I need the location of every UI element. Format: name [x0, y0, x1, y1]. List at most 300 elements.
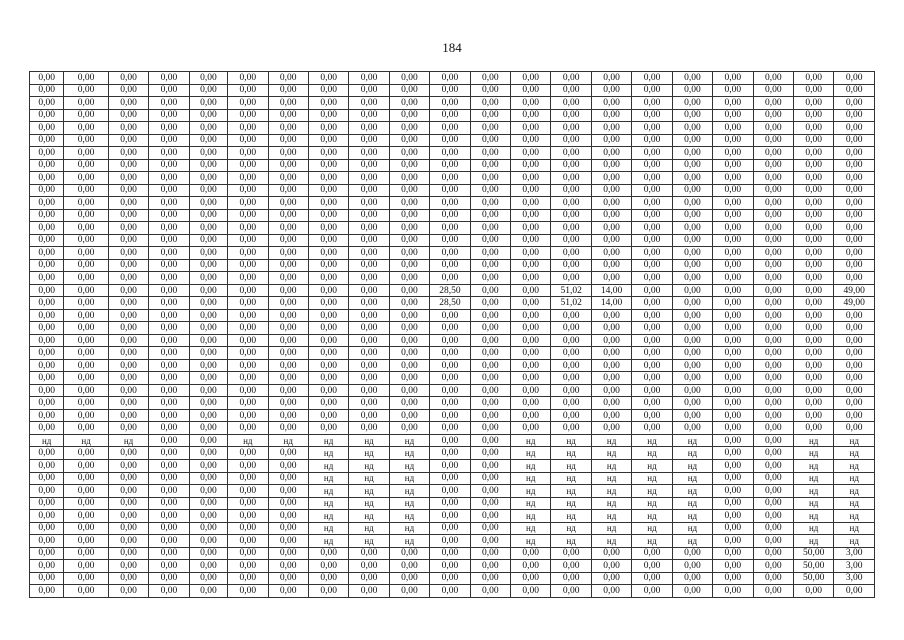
table-cell: 0,00: [30, 459, 64, 472]
table-cell: нд: [349, 472, 389, 485]
table-cell: 0,00: [108, 485, 148, 498]
table-cell: 0,00: [189, 197, 227, 210]
table-cell: нд: [511, 485, 551, 498]
table-cell: 0,00: [793, 172, 833, 185]
table-cell: 0,00: [713, 147, 753, 160]
table-cell: 0,00: [793, 284, 833, 297]
table-cell: 0,00: [672, 409, 712, 422]
table-cell: 0,00: [793, 259, 833, 272]
table-cell: нд: [591, 510, 631, 523]
table-cell: 0,00: [551, 322, 591, 335]
table-cell: 0,00: [753, 72, 793, 85]
table-cell: 0,00: [753, 272, 793, 285]
table-cell: 0,00: [430, 72, 470, 85]
table-cell: 0,00: [591, 234, 631, 247]
table-cell: 0,00: [753, 172, 793, 185]
table-cell: 0,00: [430, 109, 470, 122]
table-cell: 0,00: [470, 347, 510, 360]
table-cell: 0,00: [189, 122, 227, 135]
table-cell: 0,00: [108, 334, 148, 347]
table-cell: 0,00: [349, 247, 389, 260]
table-cell: нд: [632, 535, 672, 548]
table-cell: нд: [591, 522, 631, 535]
table-cell: 0,00: [228, 397, 268, 410]
table-cell: 0,00: [108, 184, 148, 197]
table-cell: 0,00: [189, 97, 227, 110]
table-cell: нд: [834, 485, 875, 498]
table-cell: 0,00: [108, 109, 148, 122]
table-cell: нд: [672, 434, 712, 447]
table-cell: 0,00: [308, 197, 348, 210]
table-cell: нд: [632, 472, 672, 485]
table-cell: 0,00: [30, 347, 64, 360]
table-cell: 0,00: [753, 384, 793, 397]
table-cell: 0,00: [389, 222, 429, 235]
table-cell: нд: [591, 434, 631, 447]
table-row: [30, 297, 875, 310]
table-cell: нд: [308, 447, 348, 460]
table-cell: 0,00: [632, 159, 672, 172]
table-cell: 0,00: [149, 247, 189, 260]
table-cell: 0,00: [551, 184, 591, 197]
table-row: [30, 510, 875, 523]
table-cell: 0,00: [64, 510, 108, 523]
table-cell: 0,00: [753, 234, 793, 247]
table-cell: 0,00: [834, 134, 875, 147]
table-cell: 0,00: [430, 459, 470, 472]
table-cell: 0,00: [189, 84, 227, 97]
table-cell: 0,00: [713, 472, 753, 485]
table-cell: 0,00: [108, 510, 148, 523]
table-cell: 0,00: [713, 384, 753, 397]
table-cell: 0,00: [511, 322, 551, 335]
table-cell: 0,00: [189, 384, 227, 397]
table-cell: 0,00: [228, 172, 268, 185]
table-cell: 0,00: [149, 409, 189, 422]
table-cell: 0,00: [268, 72, 308, 85]
table-cell: 0,00: [834, 122, 875, 135]
table-cell: нд: [793, 485, 833, 498]
table-cell: 0,00: [430, 209, 470, 222]
table-cell: 0,00: [349, 84, 389, 97]
table-row: [30, 347, 875, 360]
table-cell: 0,00: [189, 209, 227, 222]
table-cell: 0,00: [632, 547, 672, 560]
table-cell: 0,00: [189, 485, 227, 498]
table-cell: 0,00: [551, 347, 591, 360]
table-cell: 0,00: [470, 485, 510, 498]
table-cell: 0,00: [30, 359, 64, 372]
table-cell: 0,00: [189, 547, 227, 560]
table-cell: 0,00: [511, 259, 551, 272]
table-cell: 0,00: [308, 97, 348, 110]
table-cell: 0,00: [308, 322, 348, 335]
table-cell: нд: [389, 459, 429, 472]
table-cell: 0,00: [308, 284, 348, 297]
table-cell: 0,00: [268, 485, 308, 498]
table-cell: 0,00: [430, 347, 470, 360]
table-cell: 0,00: [189, 572, 227, 585]
table-cell: 0,00: [834, 384, 875, 397]
table-cell: 0,00: [189, 322, 227, 335]
table-cell: 0,00: [793, 372, 833, 385]
table-cell: 0,00: [430, 259, 470, 272]
table-cell: 0,00: [389, 547, 429, 560]
table-cell: 0,00: [591, 84, 631, 97]
table-cell: 0,00: [591, 247, 631, 260]
table-cell: 0,00: [511, 297, 551, 310]
table-cell: нд: [632, 434, 672, 447]
table-cell: 0,00: [551, 585, 591, 598]
table-cell: 0,00: [753, 472, 793, 485]
table-cell: 0,00: [591, 409, 631, 422]
table-cell: нд: [551, 535, 591, 548]
table-cell: 0,00: [632, 247, 672, 260]
table-row: [30, 547, 875, 560]
table-cell: 0,00: [591, 209, 631, 222]
table-row: [30, 147, 875, 160]
table-cell: 0,00: [551, 172, 591, 185]
table-cell: 0,00: [228, 334, 268, 347]
table-cell: 0,00: [64, 397, 108, 410]
table-cell: 0,00: [268, 384, 308, 397]
table-cell: 0,00: [308, 347, 348, 360]
table-cell: 0,00: [189, 397, 227, 410]
table-cell: 0,00: [470, 322, 510, 335]
table-cell: 0,00: [713, 172, 753, 185]
table-cell: 0,00: [511, 222, 551, 235]
table-cell: нд: [551, 459, 591, 472]
table-cell: 0,00: [753, 159, 793, 172]
table-cell: 0,00: [149, 272, 189, 285]
table-cell: 0,00: [753, 197, 793, 210]
table-cell: 0,00: [268, 247, 308, 260]
table-cell: 0,00: [713, 297, 753, 310]
table-cell: 0,00: [470, 497, 510, 510]
table-cell: 0,00: [149, 397, 189, 410]
table-cell: 0,00: [672, 397, 712, 410]
table-cell: 0,00: [64, 459, 108, 472]
table-cell: 0,00: [511, 547, 551, 560]
table-cell: 50,00: [793, 547, 833, 560]
table-cell: 0,00: [228, 459, 268, 472]
table-cell: нд: [108, 434, 148, 447]
table-cell: 0,00: [793, 334, 833, 347]
table-cell: 0,00: [349, 359, 389, 372]
table-cell: 0,00: [268, 297, 308, 310]
table-cell: 0,00: [149, 209, 189, 222]
table-cell: 0,00: [189, 347, 227, 360]
table-cell: нд: [591, 447, 631, 460]
table-cell: 0,00: [349, 384, 389, 397]
table-cell: 0,00: [228, 384, 268, 397]
table-cell: 0,00: [268, 522, 308, 535]
table-cell: 0,00: [30, 172, 64, 185]
table-cell: 0,00: [108, 359, 148, 372]
table-cell: нд: [672, 447, 712, 460]
table-cell: 0,00: [30, 272, 64, 285]
table-cell: 0,00: [149, 585, 189, 598]
table-cell: 0,00: [632, 372, 672, 385]
table-row: [30, 84, 875, 97]
table-cell: нд: [672, 472, 712, 485]
table-cell: 0,00: [793, 347, 833, 360]
table-cell: 0,00: [551, 97, 591, 110]
table-row: [30, 434, 875, 447]
table-cell: 0,00: [672, 585, 712, 598]
table-cell: 0,00: [551, 197, 591, 210]
table-cell: 0,00: [389, 159, 429, 172]
table-cell: 0,00: [713, 347, 753, 360]
table-cell: 0,00: [308, 359, 348, 372]
table-cell: 0,00: [753, 522, 793, 535]
table-cell: 0,00: [470, 472, 510, 485]
table-cell: 0,00: [349, 122, 389, 135]
table-cell: нд: [511, 510, 551, 523]
table-cell: 0,00: [389, 147, 429, 160]
table-cell: 0,00: [753, 334, 793, 347]
table-cell: 0,00: [349, 97, 389, 110]
table-cell: 0,00: [753, 560, 793, 573]
table-cell: 0,00: [149, 197, 189, 210]
table-cell: 0,00: [591, 309, 631, 322]
table-cell: 0,00: [389, 384, 429, 397]
table-cell: 0,00: [834, 409, 875, 422]
table-cell: 0,00: [430, 434, 470, 447]
data-table: [29, 71, 875, 598]
table-cell: 0,00: [591, 147, 631, 160]
table-cell: 0,00: [551, 147, 591, 160]
table-cell: 0,00: [430, 572, 470, 585]
table-cell: 0,00: [551, 247, 591, 260]
table-cell: 0,00: [30, 510, 64, 523]
table-cell: нд: [389, 535, 429, 548]
table-cell: 0,00: [64, 522, 108, 535]
table-cell: нд: [308, 485, 348, 498]
table-cell: 0,00: [713, 334, 753, 347]
table-cell: нд: [632, 485, 672, 498]
table-cell: 0,00: [632, 384, 672, 397]
table-cell: нд: [834, 459, 875, 472]
table-cell: 0,00: [268, 84, 308, 97]
table-cell: 0,00: [511, 309, 551, 322]
table-cell: 0,00: [189, 222, 227, 235]
table-cell: 0,00: [672, 197, 712, 210]
table-cell: 0,00: [672, 209, 712, 222]
table-cell: 0,00: [64, 322, 108, 335]
table-cell: 0,00: [64, 234, 108, 247]
table-cell: 0,00: [189, 522, 227, 535]
table-cell: 0,00: [30, 284, 64, 297]
table-cell: 0,00: [189, 234, 227, 247]
table-cell: 0,00: [632, 572, 672, 585]
table-cell: 0,00: [672, 247, 712, 260]
table-cell: 0,00: [713, 359, 753, 372]
table-cell: 0,00: [189, 409, 227, 422]
table-row: [30, 159, 875, 172]
table-cell: 0,00: [511, 184, 551, 197]
table-cell: 0,00: [793, 97, 833, 110]
table-cell: 0,00: [30, 397, 64, 410]
table-cell: 0,00: [551, 222, 591, 235]
table-cell: нд: [349, 535, 389, 548]
table-cell: 0,00: [268, 222, 308, 235]
table-cell: 0,00: [632, 259, 672, 272]
table-cell: 0,00: [149, 109, 189, 122]
table-cell: 0,00: [108, 209, 148, 222]
table-cell: 0,00: [30, 535, 64, 548]
table-cell: 0,00: [672, 222, 712, 235]
table-cell: 0,00: [189, 72, 227, 85]
table-cell: 0,00: [511, 84, 551, 97]
table-cell: 0,00: [189, 259, 227, 272]
table-cell: нд: [834, 472, 875, 485]
table-cell: 0,00: [308, 572, 348, 585]
table-row: [30, 197, 875, 210]
table-cell: 0,00: [793, 197, 833, 210]
table-cell: 0,00: [308, 147, 348, 160]
table-cell: 0,00: [308, 560, 348, 573]
table-cell: 0,00: [149, 459, 189, 472]
table-cell: нд: [511, 459, 551, 472]
table-cell: 0,00: [551, 372, 591, 385]
table-cell: 0,00: [672, 109, 712, 122]
table-cell: 0,00: [834, 397, 875, 410]
table-cell: 0,00: [511, 409, 551, 422]
table-cell: 0,00: [108, 197, 148, 210]
table-cell: 0,00: [108, 172, 148, 185]
table-cell: нд: [591, 472, 631, 485]
table-cell: нд: [389, 522, 429, 535]
table-cell: 0,00: [228, 547, 268, 560]
table-cell: 0,00: [308, 172, 348, 185]
table-cell: 0,00: [64, 384, 108, 397]
table-cell: 0,00: [511, 384, 551, 397]
table-cell: 0,00: [632, 72, 672, 85]
table-cell: 0,00: [30, 184, 64, 197]
table-cell: 0,00: [30, 497, 64, 510]
table-cell: 0,00: [753, 297, 793, 310]
table-body: [30, 72, 875, 598]
table-cell: 0,00: [551, 109, 591, 122]
table-cell: 0,00: [632, 147, 672, 160]
table-cell: 0,00: [30, 247, 64, 260]
table-cell: 0,00: [793, 122, 833, 135]
table-cell: 0,00: [30, 547, 64, 560]
table-cell: 0,00: [268, 422, 308, 435]
table-cell: нд: [228, 434, 268, 447]
table-cell: 0,00: [672, 284, 712, 297]
table-cell: 0,00: [511, 247, 551, 260]
table-cell: 0,00: [189, 134, 227, 147]
table-cell: 0,00: [108, 97, 148, 110]
table-cell: 0,00: [753, 459, 793, 472]
table-cell: 0,00: [713, 585, 753, 598]
table-cell: 0,00: [753, 510, 793, 523]
table-cell: нд: [30, 434, 64, 447]
table-cell: 0,00: [753, 447, 793, 460]
table-cell: нд: [511, 447, 551, 460]
table-cell: 0,00: [753, 209, 793, 222]
table-cell: 0,00: [108, 447, 148, 460]
table-cell: 0,00: [470, 159, 510, 172]
table-cell: 0,00: [632, 359, 672, 372]
table-cell: 0,00: [793, 384, 833, 397]
table-row: [30, 560, 875, 573]
table-cell: нд: [308, 497, 348, 510]
table-cell: 0,00: [389, 309, 429, 322]
table-cell: 0,00: [430, 234, 470, 247]
table-row: [30, 322, 875, 335]
table-cell: 0,00: [108, 272, 148, 285]
table-cell: 0,00: [189, 434, 227, 447]
table-cell: 0,00: [149, 172, 189, 185]
table-cell: 0,00: [108, 322, 148, 335]
table-cell: нд: [834, 434, 875, 447]
table-cell: 0,00: [308, 72, 348, 85]
table-cell: 0,00: [511, 72, 551, 85]
table-cell: 0,00: [189, 472, 227, 485]
table-cell: 0,00: [632, 397, 672, 410]
table-cell: 0,00: [511, 372, 551, 385]
table-cell: 0,00: [470, 209, 510, 222]
table-cell: 0,00: [430, 409, 470, 422]
table-cell: нд: [551, 522, 591, 535]
table-cell: 0,00: [470, 510, 510, 523]
table-cell: 0,00: [753, 547, 793, 560]
table-row: [30, 334, 875, 347]
table-cell: 0,00: [551, 409, 591, 422]
table-cell: 0,00: [308, 309, 348, 322]
table-cell: нд: [64, 434, 108, 447]
table-cell: 0,00: [753, 322, 793, 335]
table-cell: 0,00: [349, 309, 389, 322]
table-cell: 0,00: [349, 259, 389, 272]
table-cell: 0,00: [30, 384, 64, 397]
table-cell: 0,00: [632, 184, 672, 197]
table-cell: 0,00: [551, 234, 591, 247]
table-cell: 0,00: [30, 472, 64, 485]
table-cell: 0,00: [753, 485, 793, 498]
table-cell: 0,00: [793, 397, 833, 410]
table-cell: 0,00: [389, 372, 429, 385]
table-cell: 0,00: [753, 359, 793, 372]
table-cell: нд: [551, 434, 591, 447]
table-cell: 0,00: [64, 472, 108, 485]
table-cell: 0,00: [228, 485, 268, 498]
table-cell: 0,00: [228, 535, 268, 548]
table-cell: 0,00: [834, 272, 875, 285]
table-cell: 0,00: [713, 485, 753, 498]
table-cell: 28,50: [430, 284, 470, 297]
table-cell: нд: [834, 522, 875, 535]
table-cell: 0,00: [64, 447, 108, 460]
table-cell: 0,00: [108, 522, 148, 535]
table-cell: 0,00: [108, 297, 148, 310]
table-cell: 0,00: [632, 297, 672, 310]
table-cell: 0,00: [430, 159, 470, 172]
table-cell: 0,00: [268, 459, 308, 472]
table-cell: 0,00: [551, 209, 591, 222]
table-cell: 0,00: [430, 497, 470, 510]
table-cell: 0,00: [753, 134, 793, 147]
table-cell: 0,00: [64, 485, 108, 498]
table-cell: 0,00: [470, 72, 510, 85]
table-cell: 0,00: [349, 197, 389, 210]
table-cell: 0,00: [713, 272, 753, 285]
table-cell: 0,00: [793, 184, 833, 197]
table-cell: 0,00: [511, 359, 551, 372]
